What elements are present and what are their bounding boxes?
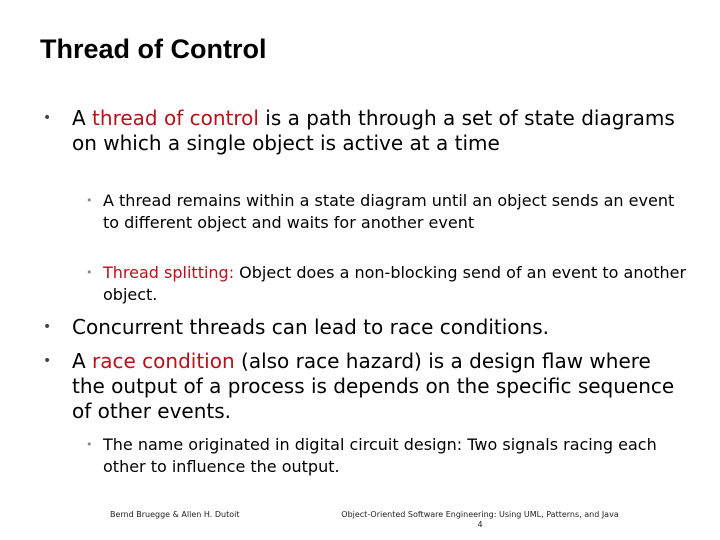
sub-bullet-thread-remains: A thread remains within a state diagram until an object sends an event to different object and waits for another event [103, 191, 675, 232]
term-thread-of-control: thread of control [92, 106, 259, 130]
sub-bullet-thread-splitting [103, 262, 693, 306]
sub-bullet-text-post: Object does a non-blocking send of an event to another object. [103, 263, 687, 304]
bullet-concurrent-threads: Concurrent threads can lead to race conditions. [72, 315, 549, 339]
footer-book [318, 510, 642, 530]
footer-book-title: Object-Oriented Software Engineering: Using UML, Patterns, and Java [341, 510, 619, 519]
bullet-text-pre: A [72, 349, 93, 373]
bullet-race-condition [72, 349, 682, 424]
sub-bullet-dot: • [86, 438, 93, 451]
bullet-thread-of-control [72, 106, 682, 156]
sub-bullet-dot: • [86, 194, 93, 207]
term-race-condition: race condition [92, 349, 242, 373]
bullet-dot: • [43, 353, 52, 369]
sub-bullet-dot: • [86, 266, 93, 279]
bullet-text-post: is a path through a set of state diagrams on which a single object is active at a time [72, 106, 675, 155]
page-number: 4 [477, 520, 483, 529]
slide-title: Thread of Control [40, 34, 267, 64]
term-thread-splitting: Thread splitting: [103, 263, 235, 282]
bullet-dot: • [43, 110, 52, 126]
sub-bullet-name-origin: The name originated in digital circuit design: Two signals racing each other to influence the output. [103, 435, 657, 476]
bullet-text-pre: A [72, 106, 93, 130]
footer-authors: Bernd Bruegge & Allen H. Dutoit [110, 510, 240, 519]
bullet-dot: • [43, 319, 52, 335]
bullet-text-post: (also race hazard) is a design flaw where the output of a process is depends on the specific sequence of other events. [72, 349, 675, 423]
